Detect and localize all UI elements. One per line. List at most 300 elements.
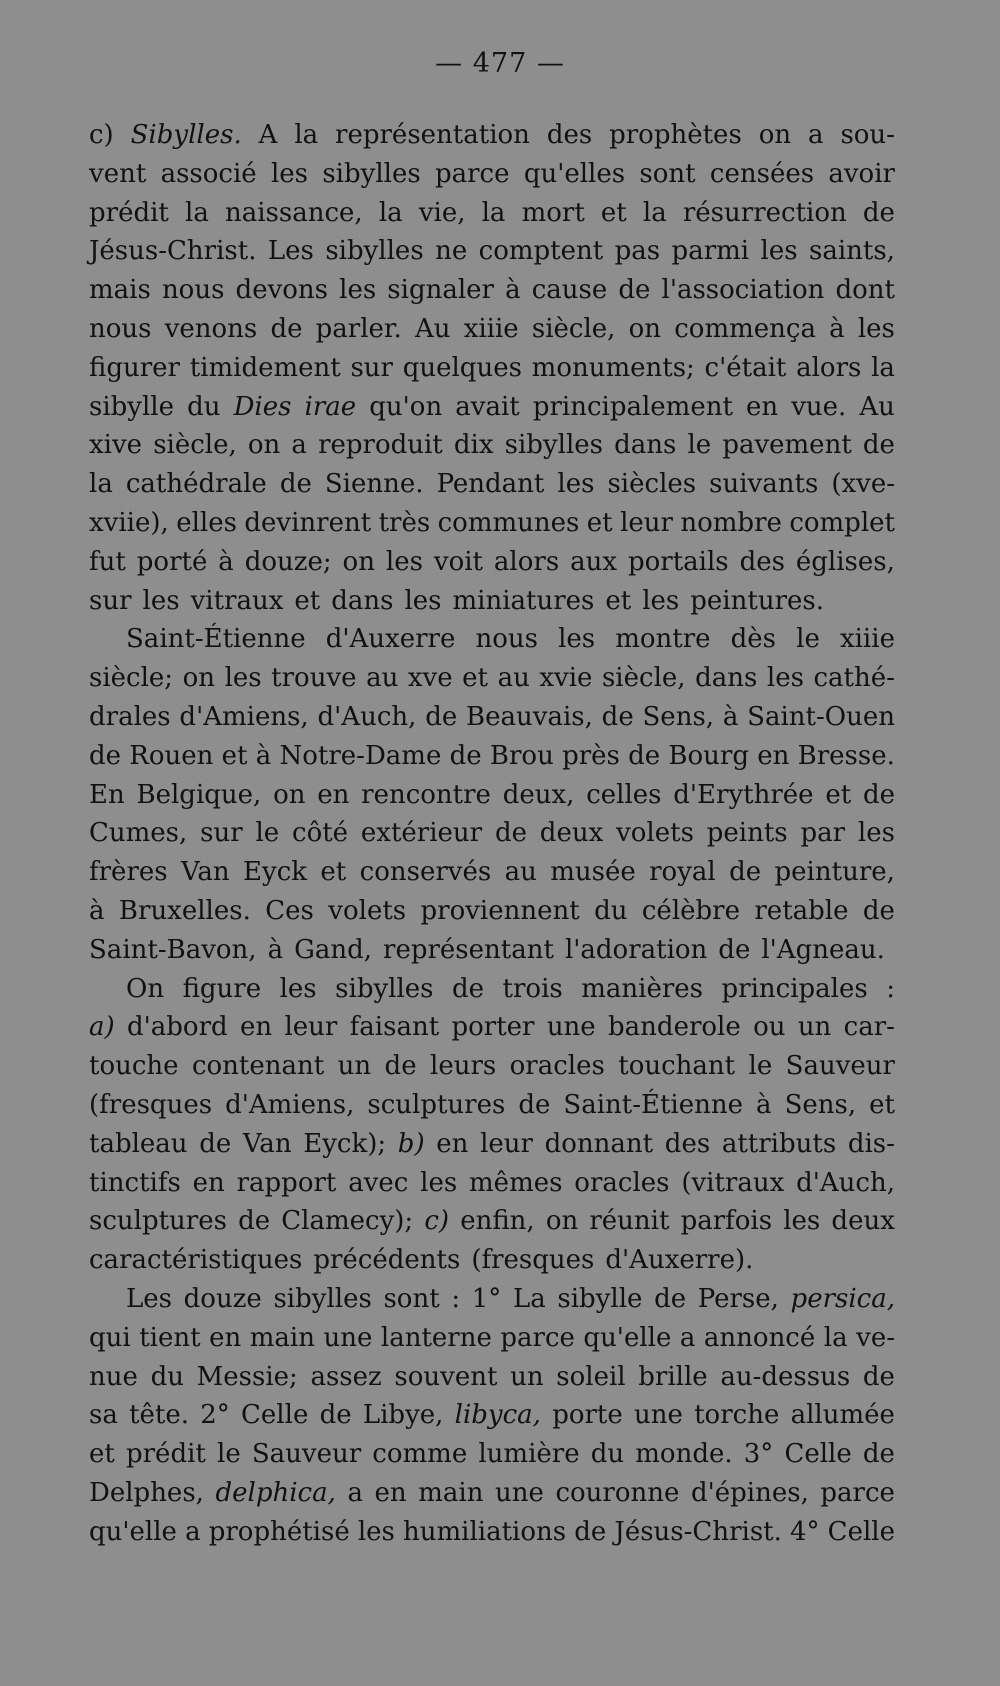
word: : bbox=[886, 973, 895, 1004]
text-line bbox=[89, 1241, 895, 1280]
word: en bbox=[745, 391, 779, 422]
word: delphica, bbox=[215, 1477, 336, 1508]
word: porter bbox=[451, 1012, 535, 1043]
word: de bbox=[494, 818, 527, 849]
word: pavement bbox=[722, 430, 852, 461]
word: sibylles bbox=[273, 1283, 372, 1314]
word: miniatures bbox=[452, 585, 595, 616]
word: Au bbox=[859, 391, 895, 422]
word: porte bbox=[552, 1400, 623, 1431]
word: principalement bbox=[532, 391, 733, 422]
word: Sibylles. bbox=[130, 120, 242, 150]
word: les bbox=[557, 469, 595, 500]
word: les bbox=[279, 973, 317, 1004]
word: deux bbox=[831, 1206, 895, 1237]
word: d'Auch, bbox=[317, 701, 417, 732]
word: avoir bbox=[828, 158, 895, 189]
word: leur bbox=[480, 1128, 533, 1159]
word: et bbox=[605, 585, 632, 616]
word: au bbox=[504, 857, 537, 888]
word: et bbox=[825, 779, 852, 810]
word: tient bbox=[139, 1322, 201, 1353]
text-line bbox=[89, 1396, 895, 1435]
word: des bbox=[664, 1128, 711, 1159]
word: mort bbox=[521, 197, 585, 228]
word: le bbox=[796, 624, 820, 655]
word: on bbox=[545, 1206, 579, 1237]
word: enfin, bbox=[460, 1206, 535, 1237]
word: de bbox=[862, 197, 895, 228]
word: du bbox=[150, 1361, 184, 1392]
word: annoncé bbox=[703, 1322, 816, 1353]
word: les bbox=[385, 546, 423, 577]
word: sur bbox=[89, 585, 132, 616]
word: tableau bbox=[89, 1128, 188, 1159]
text-line bbox=[89, 776, 895, 815]
word: de bbox=[618, 275, 651, 306]
word: mais bbox=[89, 275, 151, 306]
word: retable bbox=[754, 895, 849, 926]
word: dans bbox=[614, 430, 677, 461]
word: une bbox=[323, 1322, 373, 1353]
word: frères bbox=[89, 857, 168, 888]
word: de bbox=[654, 1283, 687, 1314]
word: devinrent bbox=[244, 507, 372, 538]
word: les bbox=[357, 1516, 395, 1547]
word: en bbox=[192, 1167, 225, 1198]
text-line bbox=[89, 1319, 895, 1358]
word: Eyck bbox=[243, 857, 308, 888]
word: (fresques bbox=[89, 1089, 213, 1120]
page-number: — 477 — bbox=[435, 48, 565, 79]
word: Jésus-Christ. bbox=[89, 236, 257, 267]
word: d'Auxerre). bbox=[605, 1245, 754, 1276]
word: leur bbox=[620, 507, 673, 538]
word: figure bbox=[182, 973, 262, 1004]
word: de bbox=[862, 1361, 895, 1392]
word: Sauveur bbox=[785, 1051, 895, 1082]
word: touche bbox=[89, 1051, 179, 1082]
word: Clamecy); bbox=[281, 1206, 414, 1237]
text-line bbox=[89, 155, 895, 194]
word: volets bbox=[328, 895, 407, 926]
word: on bbox=[342, 546, 375, 577]
word: pas bbox=[614, 236, 661, 267]
word: de bbox=[628, 740, 661, 771]
word: qui bbox=[89, 1322, 131, 1353]
text-line bbox=[89, 582, 895, 621]
word: d'abord bbox=[126, 1012, 228, 1043]
word: saints, bbox=[808, 236, 895, 267]
word: fut bbox=[89, 546, 126, 577]
word: de bbox=[452, 973, 485, 1004]
word: c'était bbox=[704, 352, 787, 383]
word: de bbox=[862, 895, 895, 926]
word: xiiie bbox=[463, 313, 519, 344]
word: en bbox=[436, 1128, 469, 1159]
word: de bbox=[729, 857, 762, 888]
word: églises, bbox=[795, 546, 895, 577]
word: c) bbox=[424, 1206, 450, 1237]
word: En bbox=[89, 779, 125, 810]
text-line bbox=[89, 1164, 895, 1203]
word: du bbox=[187, 391, 221, 422]
word: on bbox=[247, 430, 281, 461]
word: Saint-Bavon, bbox=[89, 934, 257, 965]
word: à bbox=[255, 740, 272, 771]
word: la bbox=[642, 197, 667, 228]
word: vue. bbox=[791, 391, 847, 422]
word: à bbox=[505, 275, 521, 306]
word: leur bbox=[284, 1012, 338, 1043]
word: la bbox=[871, 352, 895, 383]
word: de bbox=[862, 430, 895, 461]
word: contenant bbox=[191, 1051, 325, 1082]
word: xiiie bbox=[839, 624, 895, 655]
word: trois bbox=[502, 973, 563, 1004]
word: main bbox=[418, 1477, 484, 1508]
word: peinture, bbox=[774, 857, 895, 888]
word: et bbox=[221, 740, 248, 771]
word: à bbox=[756, 1089, 772, 1120]
text-line bbox=[89, 194, 895, 233]
word: Van bbox=[242, 1128, 292, 1159]
word: de bbox=[862, 1439, 895, 1470]
word: une bbox=[495, 1477, 544, 1508]
word: de bbox=[270, 313, 303, 344]
word: Bresse. bbox=[797, 740, 895, 771]
text-line bbox=[89, 271, 895, 310]
word: parce bbox=[434, 158, 510, 189]
word: montre bbox=[615, 624, 711, 655]
text-line bbox=[89, 853, 895, 892]
word: de bbox=[89, 740, 122, 771]
word: sibylles bbox=[335, 973, 434, 1004]
word: soleil bbox=[556, 1361, 626, 1392]
word: dont bbox=[835, 275, 895, 306]
word: extérieur bbox=[360, 818, 483, 849]
word: monde. bbox=[635, 1439, 733, 1470]
word: on bbox=[182, 663, 216, 694]
word: vie, bbox=[418, 197, 466, 228]
text-line bbox=[89, 465, 895, 504]
word: de bbox=[279, 469, 312, 500]
word: Saint-Ouen bbox=[747, 701, 895, 732]
text-line bbox=[89, 814, 895, 853]
word: figurer bbox=[89, 352, 180, 383]
word: comme bbox=[372, 1439, 468, 1470]
word: attributs bbox=[721, 1128, 837, 1159]
word: prophètes bbox=[609, 120, 742, 150]
text-line bbox=[89, 1047, 895, 1086]
word: alors bbox=[493, 546, 560, 577]
word: lumière bbox=[478, 1439, 580, 1470]
word: (fresques bbox=[471, 1245, 595, 1276]
word: les bbox=[642, 585, 680, 616]
word: la bbox=[481, 197, 506, 228]
word: Jésus-Christ. bbox=[614, 1516, 782, 1547]
word: en bbox=[757, 740, 790, 771]
word: en bbox=[317, 779, 350, 810]
word: sont bbox=[639, 158, 696, 189]
word: l'adoration bbox=[564, 934, 708, 965]
word: Bruxelles. bbox=[118, 895, 251, 926]
word: de bbox=[862, 779, 895, 810]
word: sur bbox=[350, 352, 393, 383]
word: commença bbox=[674, 313, 816, 344]
word: 2° bbox=[200, 1400, 230, 1431]
word: sou- bbox=[840, 120, 895, 150]
word: Messie; bbox=[196, 1361, 298, 1392]
word: douze; bbox=[244, 546, 332, 577]
word: associé bbox=[160, 158, 257, 189]
word: sa bbox=[89, 1400, 118, 1431]
word: b) bbox=[397, 1128, 425, 1159]
word: douze bbox=[183, 1283, 262, 1314]
word: d'Amiens, bbox=[179, 701, 309, 732]
word: On bbox=[126, 973, 165, 1004]
word: sibylles bbox=[325, 236, 424, 267]
word: un bbox=[797, 1012, 832, 1043]
word: cathé- bbox=[813, 663, 895, 694]
word: Libye, bbox=[362, 1400, 444, 1431]
word: dès bbox=[730, 624, 777, 655]
word: Brou bbox=[489, 740, 554, 771]
word: une bbox=[633, 1400, 683, 1431]
word: les bbox=[339, 275, 377, 306]
word: nue bbox=[89, 1361, 138, 1392]
word: Cumes, bbox=[89, 818, 188, 849]
word: comptent bbox=[478, 236, 604, 267]
word: Celle bbox=[784, 1439, 852, 1470]
word: peintures. bbox=[690, 585, 824, 616]
word: des bbox=[739, 546, 785, 577]
text-line bbox=[89, 737, 895, 776]
word: Belgique, bbox=[136, 779, 262, 810]
text-line bbox=[89, 310, 895, 349]
word: xviie), bbox=[89, 507, 169, 538]
word: 4° bbox=[790, 1516, 820, 1547]
body-text bbox=[89, 116, 895, 1551]
word: Au bbox=[414, 313, 451, 344]
word: de bbox=[238, 1206, 271, 1237]
word: célèbre bbox=[641, 895, 740, 926]
word: sont bbox=[383, 1283, 440, 1314]
word: rencontre bbox=[361, 779, 491, 810]
word: : bbox=[451, 1283, 461, 1314]
word: main bbox=[249, 1322, 315, 1353]
word: banderole bbox=[608, 1012, 741, 1043]
word: et bbox=[869, 1089, 895, 1120]
word: la bbox=[823, 1322, 848, 1353]
word: volets bbox=[616, 818, 694, 849]
word: les bbox=[857, 313, 895, 344]
word: de bbox=[449, 740, 482, 771]
word: au bbox=[497, 663, 530, 694]
text-line bbox=[89, 1358, 895, 1397]
word: persica, bbox=[790, 1283, 895, 1314]
word: et bbox=[462, 663, 489, 694]
word: Bourg bbox=[668, 740, 749, 771]
word: vent bbox=[89, 158, 147, 189]
word: porté bbox=[136, 546, 208, 577]
word: Sienne. bbox=[324, 469, 424, 500]
word: Delphes, bbox=[89, 1477, 204, 1508]
word: représentant bbox=[383, 934, 554, 965]
word: nombre bbox=[680, 507, 782, 538]
word: trouve bbox=[271, 663, 357, 694]
word: sibylles bbox=[504, 430, 603, 461]
text-line bbox=[89, 620, 895, 659]
word: à bbox=[722, 701, 739, 732]
word: réunit bbox=[589, 1206, 670, 1237]
word: alors bbox=[796, 352, 862, 383]
word: devons bbox=[235, 275, 329, 306]
word: représentation bbox=[335, 120, 530, 150]
word: d'Auch, bbox=[796, 1167, 895, 1198]
word: on bbox=[273, 779, 306, 810]
word: Les bbox=[267, 236, 314, 267]
word: a bbox=[185, 1516, 201, 1547]
text-line bbox=[89, 1435, 895, 1474]
word: signaler bbox=[387, 275, 494, 306]
word: siècle, bbox=[601, 663, 686, 694]
word: siècles bbox=[607, 469, 697, 500]
word: la bbox=[294, 120, 319, 150]
word: 1° bbox=[471, 1283, 502, 1314]
word: suivants bbox=[709, 469, 819, 500]
word: A bbox=[258, 120, 278, 150]
word: de bbox=[518, 1089, 551, 1120]
word: parler. bbox=[315, 313, 402, 344]
word: Van bbox=[181, 857, 230, 888]
word: tinctifs bbox=[89, 1167, 181, 1198]
word: a bbox=[347, 1477, 363, 1508]
word: timidement bbox=[189, 352, 341, 383]
word: dix bbox=[453, 430, 494, 461]
word: nous bbox=[161, 275, 225, 306]
word: parce bbox=[820, 1477, 895, 1508]
word: Notre-Dame bbox=[279, 740, 442, 771]
word: xive bbox=[89, 430, 143, 461]
word: prédit bbox=[125, 1439, 206, 1470]
word: un bbox=[337, 1051, 372, 1082]
word: d'épines, bbox=[690, 1477, 809, 1508]
word: à bbox=[89, 895, 105, 926]
word: siècle; bbox=[89, 663, 174, 694]
word: ou bbox=[753, 1012, 786, 1043]
word: voit bbox=[433, 546, 483, 577]
word: portails bbox=[627, 546, 729, 577]
word: quelques bbox=[402, 352, 522, 383]
word: et bbox=[320, 857, 347, 888]
word: par bbox=[800, 818, 846, 849]
word: conservés bbox=[359, 857, 492, 888]
word: les bbox=[270, 158, 309, 189]
word: avec bbox=[348, 1167, 409, 1198]
word: a bbox=[679, 1322, 696, 1353]
word: le bbox=[687, 430, 712, 461]
word: xvie bbox=[539, 663, 593, 694]
word: sibylle bbox=[557, 1283, 643, 1314]
word: aux bbox=[570, 546, 618, 577]
word: des bbox=[546, 120, 593, 150]
word: de bbox=[574, 1516, 607, 1547]
word: manières bbox=[581, 973, 704, 1004]
word: assez bbox=[310, 1361, 382, 1392]
text-line bbox=[89, 543, 895, 582]
word: de bbox=[425, 701, 458, 732]
word: les bbox=[224, 663, 262, 694]
text-line bbox=[89, 1086, 895, 1125]
word: nous bbox=[89, 313, 152, 344]
word: Eyck); bbox=[303, 1128, 387, 1159]
word: Perse, bbox=[697, 1283, 779, 1314]
word: cathédrale bbox=[125, 469, 267, 500]
word: parce bbox=[500, 1322, 575, 1353]
word: les bbox=[760, 236, 798, 267]
word: qu'on bbox=[369, 391, 443, 422]
text-line bbox=[89, 659, 895, 698]
text-line bbox=[89, 931, 895, 970]
text-line bbox=[89, 504, 895, 543]
word: Sens, bbox=[642, 701, 715, 732]
text-line bbox=[89, 388, 895, 427]
word: les bbox=[783, 1206, 821, 1237]
text-line bbox=[89, 1474, 895, 1513]
word: les bbox=[142, 585, 180, 616]
word: on bbox=[758, 120, 792, 150]
word: oracles bbox=[574, 1167, 670, 1198]
word: royal bbox=[649, 857, 716, 888]
word: Les bbox=[126, 1283, 172, 1314]
word: Ces bbox=[265, 895, 314, 926]
word: l'Agneau. bbox=[761, 934, 885, 965]
word: dans bbox=[695, 663, 758, 694]
word: parfois bbox=[680, 1206, 773, 1237]
word: Rouen bbox=[129, 740, 214, 771]
word: Dies bbox=[233, 391, 292, 422]
word: qu'elle bbox=[89, 1516, 177, 1547]
word: (xve- bbox=[831, 469, 895, 500]
word: brille bbox=[638, 1361, 708, 1392]
word: on bbox=[628, 313, 662, 344]
word: d'Erythrée bbox=[673, 779, 814, 810]
word: a) bbox=[89, 1012, 115, 1043]
word: l'association bbox=[661, 275, 825, 306]
word: prophétisé bbox=[208, 1516, 350, 1547]
word: parmi bbox=[671, 236, 750, 267]
word: Gand, bbox=[294, 934, 373, 965]
text-line bbox=[89, 426, 895, 465]
word: monuments; bbox=[531, 352, 695, 383]
word: faisant bbox=[349, 1012, 440, 1043]
word: deux bbox=[539, 818, 604, 849]
word: Celle bbox=[241, 1400, 309, 1431]
word: ne bbox=[435, 236, 468, 267]
word: et bbox=[586, 507, 613, 538]
word: et bbox=[89, 1439, 115, 1470]
word: Sauveur bbox=[251, 1439, 362, 1470]
word: résurrection bbox=[682, 197, 847, 228]
word: 3° bbox=[743, 1439, 774, 1470]
word: leurs bbox=[430, 1051, 497, 1082]
word: sibylle bbox=[89, 391, 175, 422]
word: qu'elle bbox=[583, 1322, 672, 1353]
word: ve- bbox=[856, 1322, 895, 1353]
text-line bbox=[89, 1202, 895, 1241]
word: la bbox=[185, 197, 209, 228]
